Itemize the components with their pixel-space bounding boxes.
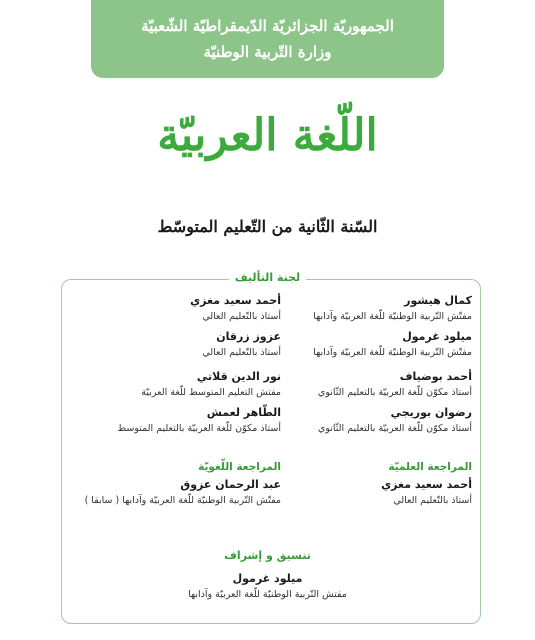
author-name: أحمد بوضياف: [399, 370, 472, 383]
author-entry: [202, 330, 281, 358]
reviewer-role: مفتّش التّربية الوطنيّة للّغة العربيّة وآدابها ( سابقا ): [84, 495, 281, 506]
author-role: أستاذ بالتّعليم العالي: [202, 347, 281, 358]
linguistic-review-label: المراجعة اللّغويّة: [198, 461, 281, 473]
author-entry: [141, 370, 281, 398]
republic-name: الجمهوريّة الجزائريّة الدّيمقراطيّة الشّعبيّة: [141, 17, 394, 35]
author-name: أحمد سعيد مغزي: [190, 294, 281, 307]
coordination-label: تنسيق و إشراف: [224, 549, 311, 562]
book-title: اللّغة العربيّة: [157, 110, 378, 161]
author-entry: [313, 294, 472, 322]
ministry-name: وزارة التّربية الوطنيّة: [203, 43, 332, 61]
coordinator-name: ميلود غرمول: [232, 572, 303, 585]
authoring-committee-label: لجنة التأليف: [0, 271, 535, 284]
author-role: مفتش التعليم المتوسط للّغة العربيّة: [141, 387, 281, 398]
author-name: كمال هيشور: [404, 294, 472, 307]
author-role: أستاذ مكوّن للّغة العربيّة بالتعليم المتوسط: [117, 423, 281, 434]
author-role: مفتّش التّربية الوطنيّة للّغة العربيّة وآدابها: [313, 347, 472, 358]
scientific-review-label: المراجعة العلميّة: [388, 461, 472, 473]
reviewer-role: أستاذ بالتّعليم العالي: [393, 495, 472, 506]
author-entry: [318, 406, 472, 434]
header-banner: [91, 0, 444, 78]
author-entry: [318, 370, 472, 398]
author-entry: [190, 294, 281, 322]
author-name: ميلود غرمول: [402, 330, 472, 343]
author-name: الطّاهر لعمش: [206, 406, 281, 419]
author-role: مفتّش التّربية الوطنيّة للّغة العربيّة وآدابها: [313, 311, 472, 322]
author-name: رضوان بوريجي: [390, 406, 472, 419]
author-role: أستاذ مكوّن للّغة العربيّة بالتعليم الثّانوي: [317, 387, 472, 398]
book-subtitle: السّنة الثّانية من التّعليم المتوسّط: [157, 217, 378, 236]
author-name: نور الدين قلاتي: [196, 370, 281, 383]
coordinator-role: مفتش التّربية الوطنيّة للّغة العربيّة وآدابها: [188, 589, 347, 600]
reviewer-name: أحمد سعيد مغزي: [381, 478, 472, 491]
author-role: أستاذ مكوّن للّغة العربيّة بالتعليم الثّانوي: [317, 423, 472, 434]
reviewer-name: عبد الرحمان عزوق: [180, 478, 281, 491]
author-role: أستاذ بالتّعليم العالي: [202, 311, 281, 322]
scientific-reviewer-entry: [381, 478, 472, 506]
linguistic-reviewer-entry: [85, 478, 281, 506]
author-entry: [117, 406, 281, 434]
author-name: عزوز زرقان: [216, 330, 281, 343]
author-entry: [313, 330, 472, 358]
coordinator-entry: [0, 572, 535, 600]
